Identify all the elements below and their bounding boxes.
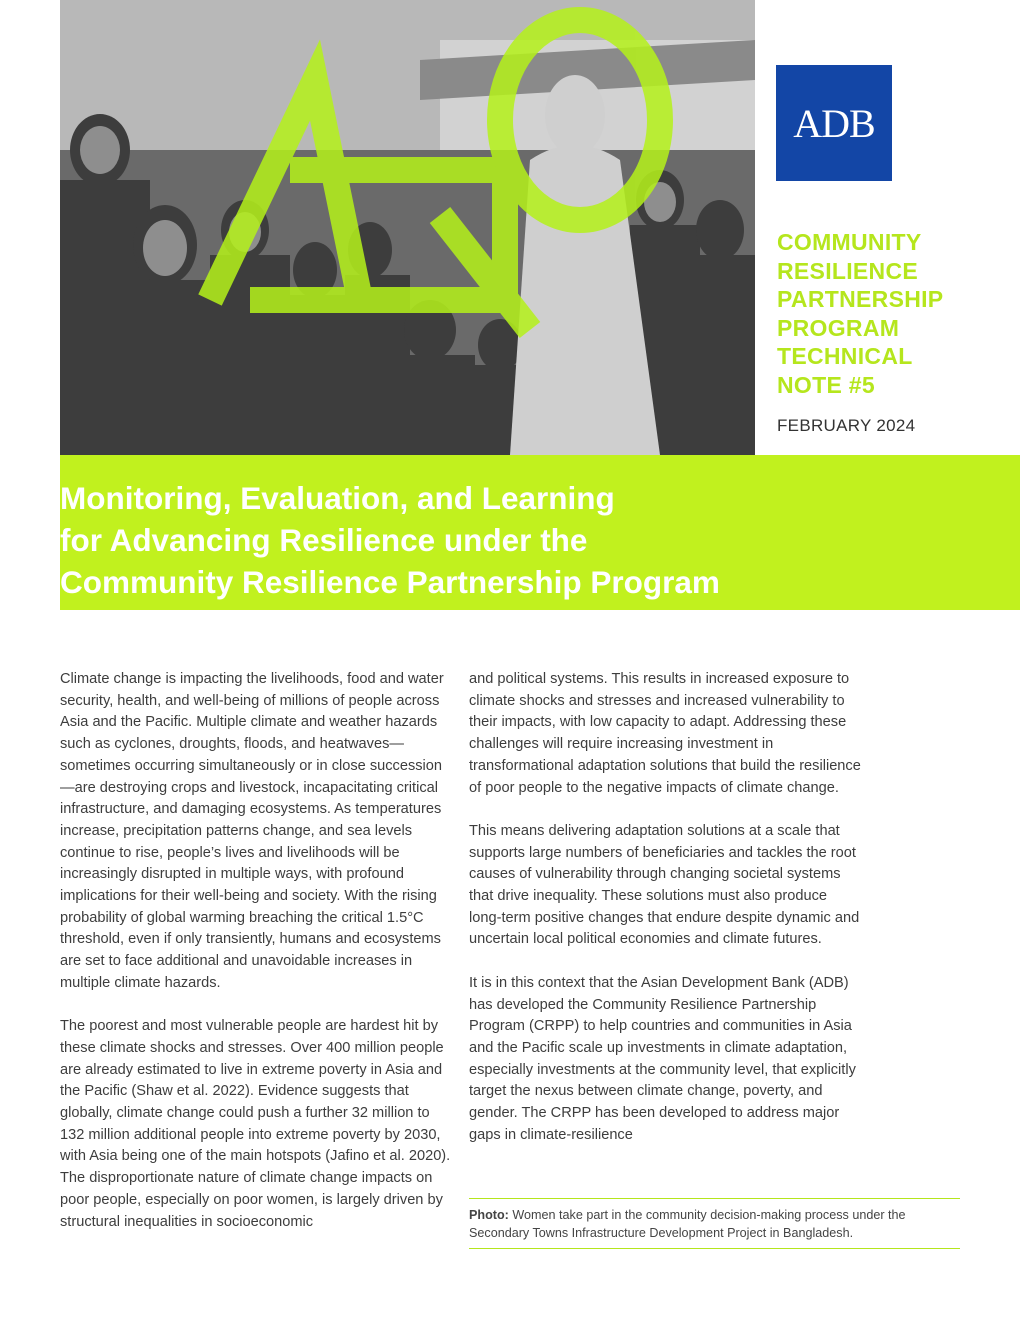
body-paragraph: The poorest and most vulnerable people are hardest hit by these climate shocks and stresses. Over 400 million people are already estimated to live in extreme poverty in Asia and the Pacific (Shaw et al. 2022). Evidence suggests that globally, climate change could push a further 32 million to 132 million additional people into extreme poverty by 2030, with Asia being one of the main hotspots (Jafino et al. 2020). The disproportionate nature of climate change impacts on poor people, especially on poor women, is largely driven by structural inequalities in socioeconomic <box>60 1018 451 1230</box>
title-line: for Advancing Resilience under the <box>60 522 588 558</box>
caption-text: Women take part in the community decision-making process under the Secondary Towns Infrastructure Development Project in Bangladesh. <box>469 1208 906 1240</box>
adb-logo-text: ADB <box>793 100 875 146</box>
series-label <box>777 228 977 399</box>
caption-label: Photo: <box>469 1208 509 1222</box>
publication-date: FEBRUARY 2024 <box>777 416 916 435</box>
body-paragraph: and political systems. This results in increased exposure to climate shocks and stresses and increased vulnerability to their impacts, with low capacity to adapt. Addressing these challenges will require increasing investment in transformational adaptation solutions that build the resilience of poor people to the negative impacts of climate change. <box>469 671 861 796</box>
photo-caption <box>469 1198 960 1249</box>
community-meeting-photo-icon <box>60 0 755 455</box>
body-paragraph: It is in this context that the Asian Development Bank (ADB) has developed the Community Resilience Partnership Program (CRPP) to help countries and communities in Asia and the Pacific scale up investments in climate adaptation, especially investments at the community level, that explicitly target the nexus between climate change, poverty, and gender. The CRPP has been developed to address major gaps in climate-resilience <box>469 974 856 1143</box>
adb-logo <box>776 65 892 181</box>
body-paragraph: This means delivering adaptation solutions at a scale that supports large numbers of beneficiaries and tackles the root causes of vulnerability through changing societal systems that drive inequality. These solutions must also produce long-term positive changes that endure despite dynamic and uncertain local political economies and climate futures. <box>469 822 860 948</box>
series-line: NOTE #5 <box>777 371 875 398</box>
body-paragraph: Climate change is impacting the livelihoods, food and water security, health, and well-being of millions of people across Asia and the Pacific. Multiple climate and weather hazards such as cyclones, droughts, floods, and heatwaves—sometimes occurring simultaneously or in close succession—are destroying crops and livestock, incapacitating critical infrastructure, and damaging ecosystems. As temperatures increase, precipitation patterns change, and sea levels continue to rise, people’s lives and livelihoods will be increasingly disrupted in multiple ways, with profound implications for their well-being and society. With the rising probability of global warming breaching the critical 1.5°C threshold, even if only transiently, humans and ecosystems are set to face additional and unavoidable increases in multiple climate hazards. <box>60 671 444 991</box>
series-line: COMMUNITY <box>777 229 922 255</box>
page-title <box>60 477 960 603</box>
body-column-left <box>60 669 452 1255</box>
body-column-right <box>469 669 861 1168</box>
series-line: PARTNERSHIP <box>777 286 944 312</box>
title-line: Monitoring, Evaluation, and Learning <box>60 480 615 516</box>
series-line: TECHNICAL <box>777 343 913 369</box>
cover-photo <box>60 0 755 455</box>
title-line: Community Resilience Partnership Program <box>60 564 720 600</box>
series-line: PROGRAM <box>777 314 900 341</box>
series-line: RESILIENCE <box>777 257 919 284</box>
